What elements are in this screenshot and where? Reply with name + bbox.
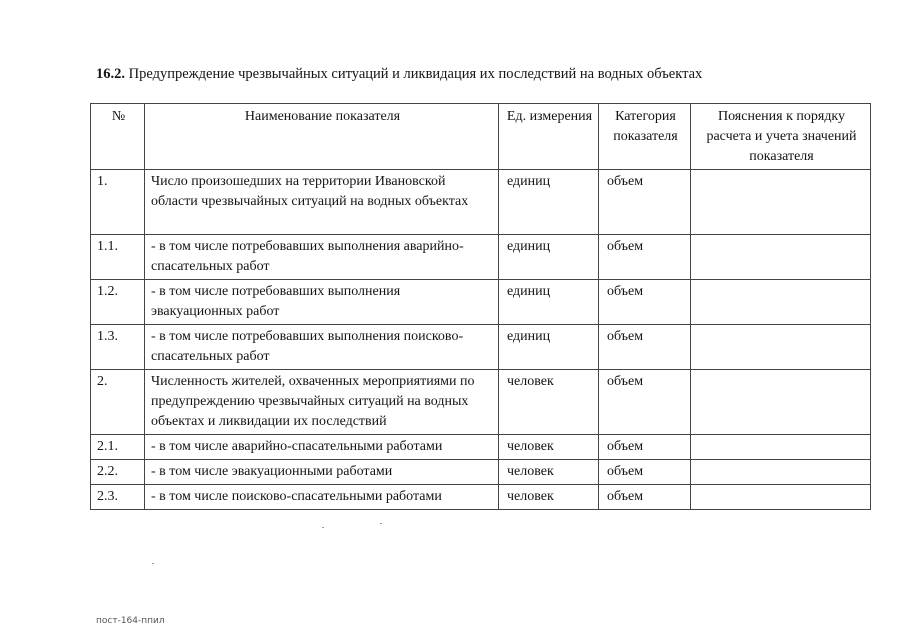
table-row bbox=[91, 370, 871, 435]
header-notes: Пояснения к порядку расчета и учета значений показателя bbox=[691, 104, 871, 170]
row-category: объем bbox=[599, 325, 691, 370]
row-number: 1. bbox=[91, 170, 145, 235]
row-unit: человек bbox=[499, 485, 599, 510]
row-name: Число произошедших на территории Ивановской области чрезвычайных ситуаций на водных объектах bbox=[145, 170, 499, 235]
row-category: объем bbox=[599, 370, 691, 435]
table-header-row bbox=[91, 104, 871, 170]
section-heading bbox=[96, 66, 702, 83]
row-category: объем bbox=[599, 170, 691, 235]
scan-speck bbox=[380, 523, 382, 524]
table-row bbox=[91, 435, 871, 460]
row-number: 2.3. bbox=[91, 485, 145, 510]
row-notes bbox=[691, 435, 871, 460]
row-name: - в том числе потребовавших выполнения эвакуационных работ bbox=[145, 280, 499, 325]
scan-speck bbox=[152, 563, 154, 564]
row-number: 2.2. bbox=[91, 460, 145, 485]
row-name: Численность жителей, охваченных мероприятиями по предупреждению чрезвычайных ситуаций на водных объектах и ликвидации их последствий bbox=[145, 370, 499, 435]
row-category: объем bbox=[599, 460, 691, 485]
row-notes bbox=[691, 235, 871, 280]
table-row bbox=[91, 460, 871, 485]
row-unit: единиц bbox=[499, 325, 599, 370]
row-number: 1.1. bbox=[91, 235, 145, 280]
row-unit: человек bbox=[499, 370, 599, 435]
row-notes bbox=[691, 485, 871, 510]
table-row bbox=[91, 280, 871, 325]
row-notes bbox=[691, 370, 871, 435]
row-number: 2.1. bbox=[91, 435, 145, 460]
row-category: объем bbox=[599, 435, 691, 460]
header-number: № bbox=[91, 104, 145, 170]
row-category: объем bbox=[599, 280, 691, 325]
row-unit: единиц bbox=[499, 170, 599, 235]
row-category: объем bbox=[599, 235, 691, 280]
indicators-table bbox=[90, 103, 871, 510]
scan-speck bbox=[322, 527, 324, 528]
row-notes bbox=[691, 325, 871, 370]
row-number: 1.2. bbox=[91, 280, 145, 325]
row-number: 2. bbox=[91, 370, 145, 435]
row-notes bbox=[691, 170, 871, 235]
row-notes bbox=[691, 280, 871, 325]
header-category: Категория показателя bbox=[599, 104, 691, 170]
table-row bbox=[91, 235, 871, 280]
footer-filename: пост-164-ппил bbox=[96, 616, 165, 626]
section-number: 16.2. bbox=[96, 66, 125, 82]
row-name: - в том числе поисково-спасательными работами bbox=[145, 485, 499, 510]
table-row bbox=[91, 170, 871, 235]
table-row bbox=[91, 485, 871, 510]
row-unit: человек bbox=[499, 435, 599, 460]
row-name: - в том числе потребовавших выполнения поисково-спасательных работ bbox=[145, 325, 499, 370]
row-unit: единиц bbox=[499, 235, 599, 280]
row-unit: человек bbox=[499, 460, 599, 485]
row-name: - в том числе аварийно-спасательными работами bbox=[145, 435, 499, 460]
row-unit: единиц bbox=[499, 280, 599, 325]
row-name: - в том числе потребовавших выполнения аварийно-спасательных работ bbox=[145, 235, 499, 280]
header-unit: Ед. измерения bbox=[499, 104, 599, 170]
section-title: Предупреждение чрезвычайных ситуаций и ликвидация их последствий на водных объектах bbox=[128, 66, 703, 82]
row-category: объем bbox=[599, 485, 691, 510]
header-name: Наименование показателя bbox=[145, 104, 499, 170]
table-row bbox=[91, 325, 871, 370]
row-notes bbox=[691, 460, 871, 485]
row-number: 1.3. bbox=[91, 325, 145, 370]
row-name: - в том числе эвакуационными работами bbox=[145, 460, 499, 485]
